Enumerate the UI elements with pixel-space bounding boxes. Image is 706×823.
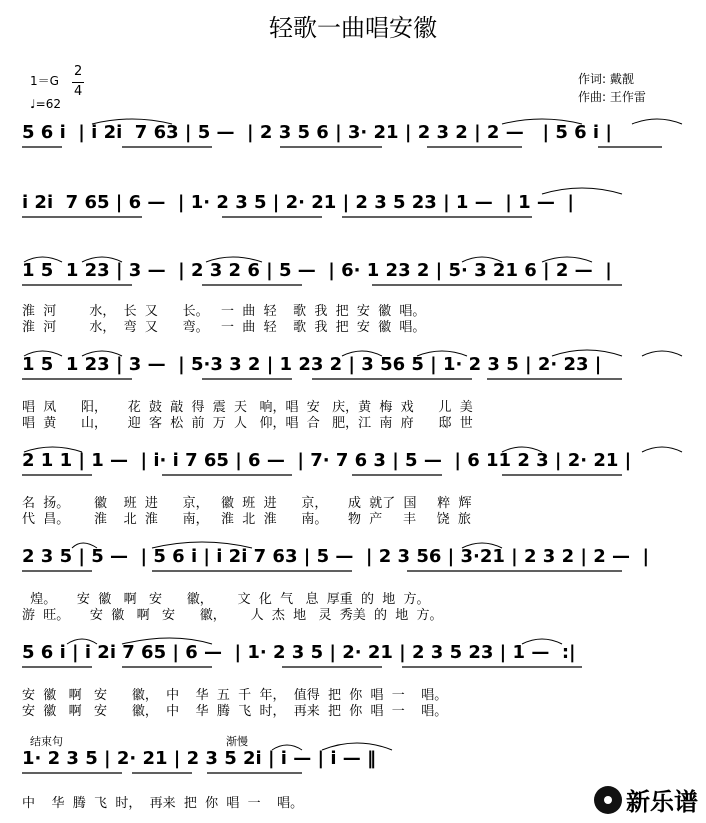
time-signature-divider (72, 82, 84, 83)
logo-text: 新乐谱 (626, 788, 698, 816)
lyrics-verse-1: 安 徽 啊 安 徽， 中 华 五 千 年， 值得 把 你 唱 一 唱。 (22, 688, 448, 703)
ritardando-label: 渐慢 (226, 735, 248, 748)
time-signature-bottom: 4 (74, 84, 83, 99)
staff-system-4 (22, 350, 686, 390)
notation-line: 2 3 5 | 5 — | 5 6 i | i 2i 7 63 | 5 — | 2 3 56 | 3·21 | 2 3 2 | 2 — | (22, 546, 650, 567)
staff-system-6 (22, 542, 686, 582)
staff-system-3 (22, 256, 686, 296)
lyrics-verse-2: 游 旺。 安 徽 啊 安 徽， 人 杰 地 灵 秀美 的 地 方。 (22, 608, 443, 623)
site-logo (594, 782, 698, 817)
staff-system-7 (22, 638, 686, 678)
lyrics-verse-1: 煌。 安 徽 啊 安 徽， 文 化 气 息 厚重 的 地 方。 (22, 592, 430, 607)
staff-system-8 (22, 744, 686, 784)
lyrics-verse-1: 唱 凤 阳， 花 鼓 敲 得 震 天 响，唱 安 庆，黄 梅 戏 儿 美 (22, 400, 473, 415)
notation-line: 1 5 1 23 | 3 — | 5·3 3 2 | 1 23 2 | 3 56 5 | 1· 2 3 5 | 2· 23 | (22, 354, 602, 375)
lyrics-verse-2: 唱 黄 山， 迎 客 松 前 万 人 仰，唱 合 肥，江 南 府 邸 世 (22, 416, 473, 431)
notation-line: 1· 2 3 5 | 2· 21 | 2 3 5 2i | i — | i — ‖ (22, 748, 377, 769)
notation-line: 5 6 i | i 2i 7 65 | 6 — | 1· 2 3 5 | 2· 21 | 2 3 5 23 | 1 — :| (22, 642, 576, 663)
notation-line: i 2i 7 65 | 6 — | 1· 2 3 5 | 2· 21 | 2 3 5 23 | 1 — | 1 — | (22, 192, 574, 213)
staff-system-5 (22, 446, 686, 486)
lyrics-verse-1: 淮 河 水， 长 又 长。 一 曲 轻 歌 我 把 安 徽 唱。 (22, 304, 426, 319)
time-signature-top: 2 (74, 64, 83, 79)
lyricist-credit: 作词: 戴靓 (578, 72, 634, 86)
record-disc-icon (594, 786, 622, 814)
lyrics-verse-1: 名 扬。 徽 班 进 京， 徽 班 进 京， 成 就了 国 粹 辉 (22, 496, 472, 511)
lyrics-verse-2: 代 昌。 淮 北 淮 南， 淮 北 淮 南。 物 产 丰 饶 旅 (22, 512, 471, 527)
ending-label: 结束句 (30, 735, 63, 748)
staff-system-1 (22, 118, 686, 158)
notation-line: 2 1 1 | 1 — | i· i 7 65 | 6 — | 7· 7 6 3 | 5 — | 6 11 2 3 | 2· 21 | (22, 450, 632, 471)
key-signature: 1＝G (30, 74, 59, 88)
page-title: 轻歌一曲唱安徽 (269, 14, 437, 42)
notation-line: 1 5 1 23 | 3 — | 2 3 2 6 | 5 — | 6· 1 23 2 | 5· 3 21 6 | 2 — | (22, 260, 612, 281)
tempo-marking: ♩=62 (30, 97, 61, 111)
staff-system-2 (22, 188, 686, 228)
lyrics-verse-2: 安 徽 啊 安 徽， 中 华 腾 飞 时， 再来 把 你 唱 一 唱。 (22, 704, 448, 719)
lyrics-verse-2: 淮 河 水， 弯 又 弯。 一 曲 轻 歌 我 把 安 徽 唱。 (22, 320, 426, 335)
notation-line: 5 6 i | i 2i 7 63 | 5 — | 2 3 5 6 | 3· 21 | 2 3 2 | 2 — | 5 6 i | (22, 122, 612, 143)
composer-credit: 作曲: 王作雷 (578, 90, 646, 104)
lyrics-verse-1: 中 华 腾 飞 时， 再来 把 你 唱 一 唱。 (22, 796, 304, 811)
